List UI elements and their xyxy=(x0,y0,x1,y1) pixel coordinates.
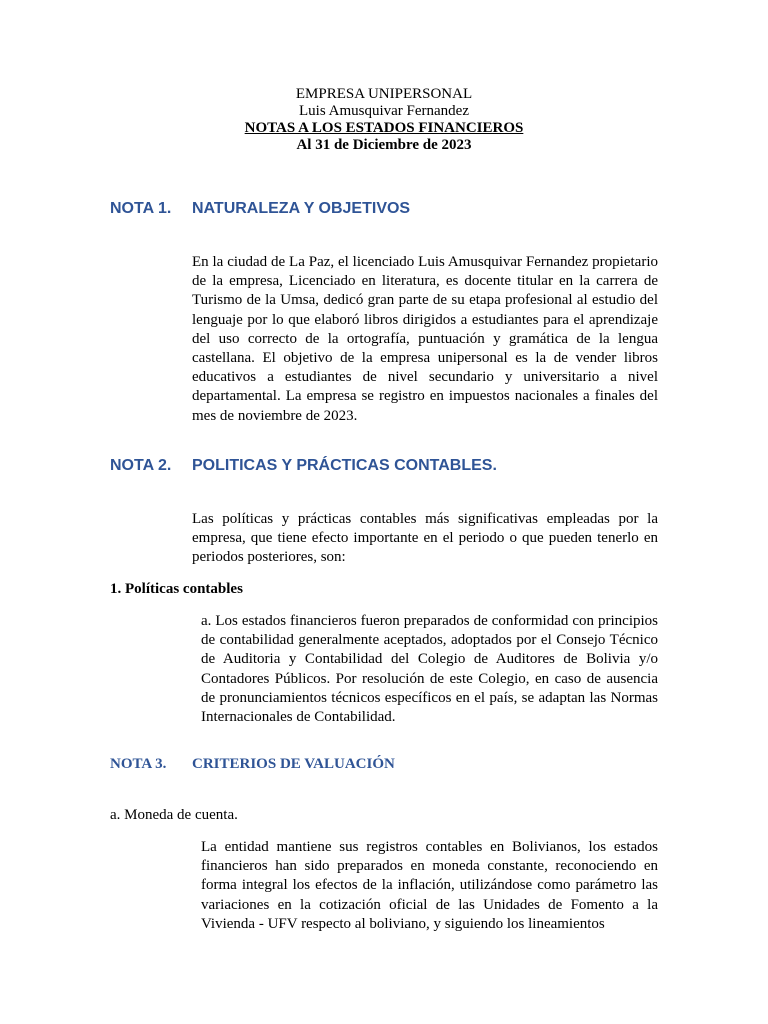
nota2-subheading: 1. Políticas contables xyxy=(110,581,243,597)
document-title: NOTAS A LOS ESTADOS FINANCIEROS xyxy=(244,120,524,136)
document-header xyxy=(0,86,768,154)
nota1-heading xyxy=(110,200,411,218)
nota1-number: NOTA 1. xyxy=(110,200,172,217)
nota3-number: NOTA 3. xyxy=(110,756,167,772)
nota2-paragraph: Las políticas y prácticas contables más significativas empleadas por la empresa, que tiene efecto importante en el periodo o que pueden tenerlo en periodos posteriores, son: xyxy=(192,511,658,566)
nota3-paragraph: La entidad mantiene sus registros contables en Bolivianos, los estados financieros han sido preparados en moneda constante, reconociendo en forma integral los efectos de la inflación, utilizándose como parámetro las variaciones en la cotización oficial de las Unidades de Fomento a la Vivienda - UFV respecto al boliviano, y siguiendo los lineamientos xyxy=(201,839,658,932)
nota3-subheading: a. Moneda de cuenta. xyxy=(110,807,238,823)
nota2-title: POLITICAS Y PRÁCTICAS CONTABLES. xyxy=(192,457,497,474)
company-type: EMPRESA UNIPERSONAL xyxy=(295,86,473,102)
nota2-heading xyxy=(110,457,497,475)
nota1-title: NATURALEZA Y OBJETIVOS xyxy=(192,200,411,217)
nota2-number: NOTA 2. xyxy=(110,457,172,474)
document-date: Al 31 de Diciembre de 2023 xyxy=(296,137,472,153)
nota3-heading xyxy=(110,756,395,773)
nota3-title: CRITERIOS DE VALUACIÓN xyxy=(192,756,395,772)
owner-name: Luis Amusquivar Fernandez xyxy=(299,103,469,119)
nota1-paragraph: En la ciudad de La Paz, el licenciado Luis Amusquivar Fernandez propietario de la empresa, Licenciado en literatura, es docente titular en la carrera de Turismo de la Umsa, dedicó gran parte de su etapa profesional al estudio del lenguaje por lo que elaboró libros dirigidos a estudiantes para el aprendizaje del uso correcto de la ortografía, puntuación y gramática de la lengua castellana. El objetivo de la empresa unipersonal es la de vender libros educativos a estudiantes de nivel secundario y universitario a nivel departamental. La empresa se registro en impuestos nacionales a finales del mes de noviembre de 2023. xyxy=(192,254,658,424)
nota2-item-a: a. Los estados financieros fueron preparados de conformidad con principios de contabilidad generalmente aceptados, adoptados por el Consejo Técnico de Auditoria y Contabilidad del Colegio de Auditores de Bolivia y/o Contadores Públicos. Por resolución de este Colegio, en caso de ausencia de pronunciamientos técnicos específicos en el país, se adaptan las Normas Internacionales de Contabilidad. xyxy=(201,613,658,726)
